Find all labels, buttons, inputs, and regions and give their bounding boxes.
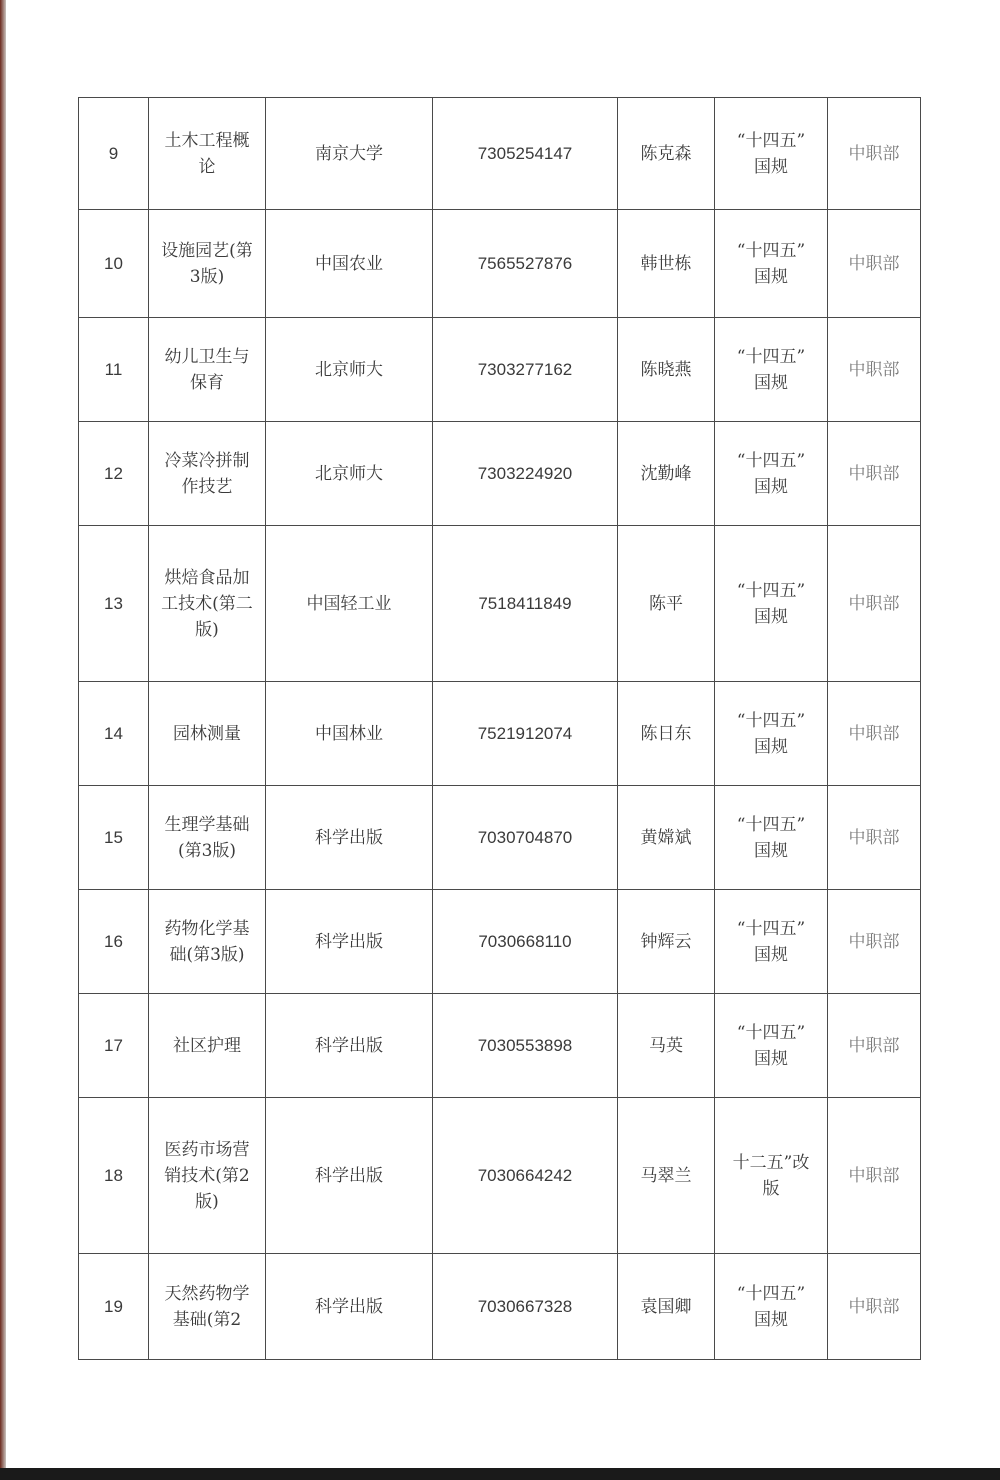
textbook-title-cell — [149, 786, 266, 890]
textbook-title-line: 药物化学基 — [164, 918, 250, 939]
textbook-title-line: 土木工程概 — [164, 130, 250, 151]
textbook-title-line: 3版) — [189, 266, 225, 287]
category-cell — [715, 210, 828, 318]
isbn-cell: 7030704870 — [433, 786, 618, 890]
category-cell — [715, 1098, 828, 1254]
category-line: 国规 — [754, 944, 788, 965]
table-row — [79, 682, 921, 786]
category-line: 国规 — [754, 840, 788, 861]
row-number: 10 — [79, 210, 149, 318]
page-edge-shadow — [0, 0, 6, 1468]
textbook-title-line: 版) — [195, 619, 219, 640]
category-line: “十四五” — [736, 346, 806, 367]
category-cell — [715, 98, 828, 210]
category-line: “十四五” — [736, 1283, 806, 1304]
author-cell: 马翠兰 — [618, 1098, 715, 1254]
textbook-title-line: 基础(第2 — [172, 1309, 242, 1330]
category-line: 十二五”改 — [732, 1152, 810, 1173]
department-cell: 中职部 — [828, 318, 921, 422]
category-line: 版 — [762, 1178, 780, 1199]
textbook-title-line: 天然药物学 — [164, 1283, 250, 1304]
category-cell — [715, 1254, 828, 1360]
textbook-table — [78, 97, 921, 1360]
table-row — [79, 994, 921, 1098]
category-line: “十四五” — [736, 1022, 806, 1043]
author-cell: 陈晓燕 — [618, 318, 715, 422]
row-number: 9 — [79, 98, 149, 210]
department-cell: 中职部 — [828, 786, 921, 890]
department-cell: 中职部 — [828, 98, 921, 210]
isbn-cell: 7565527876 — [433, 210, 618, 318]
textbook-title-cell — [149, 890, 266, 994]
department-cell: 中职部 — [828, 994, 921, 1098]
department-cell: 中职部 — [828, 210, 921, 318]
textbook-title-line: 保育 — [190, 372, 224, 393]
category-line: “十四五” — [736, 130, 806, 151]
isbn-cell: 7305254147 — [433, 98, 618, 210]
table-row — [79, 1098, 921, 1254]
textbook-title-cell — [149, 422, 266, 526]
textbook-title-line: (第3版) — [177, 840, 237, 861]
textbook-title-line: 销技术(第2 — [164, 1165, 250, 1186]
textbook-title-line: 础(第3版) — [169, 944, 245, 965]
table-row — [79, 786, 921, 890]
isbn-cell: 7030664242 — [433, 1098, 618, 1254]
textbook-title-cell — [149, 318, 266, 422]
author-cell: 黄嫦斌 — [618, 786, 715, 890]
publisher-cell: 科学出版 — [266, 994, 433, 1098]
table-body — [79, 98, 921, 1360]
row-number: 15 — [79, 786, 149, 890]
publisher-cell: 南京大学 — [266, 98, 433, 210]
table-row — [79, 210, 921, 318]
category-line: 国规 — [754, 736, 788, 757]
author-cell: 陈克森 — [618, 98, 715, 210]
scan-bottom-edge — [0, 1468, 1000, 1480]
author-cell: 陈日东 — [618, 682, 715, 786]
textbook-title-line: 冷菜冷拼制 — [164, 450, 250, 471]
publisher-cell: 中国林业 — [266, 682, 433, 786]
textbook-title-line: 园林测量 — [173, 723, 241, 744]
isbn-cell: 7030667328 — [433, 1254, 618, 1360]
category-line: “十四五” — [736, 450, 806, 471]
department-cell: 中职部 — [828, 526, 921, 682]
category-line: “十四五” — [736, 710, 806, 731]
row-number: 11 — [79, 318, 149, 422]
publisher-cell: 北京师大 — [266, 318, 433, 422]
publisher-cell: 科学出版 — [266, 1254, 433, 1360]
category-line: 国规 — [754, 1309, 788, 1330]
category-cell — [715, 786, 828, 890]
category-line: “十四五” — [736, 580, 806, 601]
category-line: “十四五” — [736, 814, 806, 835]
category-line: 国规 — [754, 606, 788, 627]
textbook-title-cell — [149, 98, 266, 210]
category-line: 国规 — [754, 476, 788, 497]
textbook-title-line: 生理学基础 — [164, 814, 250, 835]
category-cell — [715, 994, 828, 1098]
table-row — [79, 98, 921, 210]
textbook-title-line: 烘焙食品加 — [164, 567, 250, 588]
category-cell — [715, 682, 828, 786]
category-line: 国规 — [754, 156, 788, 177]
textbook-title-line: 作技艺 — [181, 476, 233, 497]
category-line: 国规 — [754, 372, 788, 393]
row-number: 18 — [79, 1098, 149, 1254]
textbook-title-cell — [149, 682, 266, 786]
department-cell: 中职部 — [828, 1098, 921, 1254]
isbn-cell: 7030668110 — [433, 890, 618, 994]
author-cell: 沈勤峰 — [618, 422, 715, 526]
row-number: 13 — [79, 526, 149, 682]
author-cell: 马英 — [618, 994, 715, 1098]
textbook-title-line: 设施园艺(第 — [161, 240, 253, 261]
row-number: 17 — [79, 994, 149, 1098]
table-row — [79, 318, 921, 422]
textbook-title-cell — [149, 526, 266, 682]
category-line: “十四五” — [736, 918, 806, 939]
category-line: 国规 — [754, 266, 788, 287]
textbook-title-line: 幼儿卫生与 — [164, 346, 250, 367]
textbook-title-cell — [149, 210, 266, 318]
isbn-cell: 7518411849 — [433, 526, 618, 682]
isbn-cell: 7030553898 — [433, 994, 618, 1098]
department-cell: 中职部 — [828, 1254, 921, 1360]
textbook-title-cell — [149, 1098, 266, 1254]
category-line: 国规 — [754, 1048, 788, 1069]
isbn-cell: 7303224920 — [433, 422, 618, 526]
textbook-title-line: 论 — [198, 156, 216, 177]
author-cell: 韩世栋 — [618, 210, 715, 318]
category-cell — [715, 422, 828, 526]
row-number: 16 — [79, 890, 149, 994]
category-cell — [715, 890, 828, 994]
table-row — [79, 890, 921, 994]
table-row — [79, 1254, 921, 1360]
publisher-cell: 科学出版 — [266, 890, 433, 994]
category-line: “十四五” — [736, 240, 806, 261]
category-cell — [715, 318, 828, 422]
department-cell: 中职部 — [828, 890, 921, 994]
textbook-title-cell — [149, 994, 266, 1098]
department-cell: 中职部 — [828, 422, 921, 526]
textbook-title-cell — [149, 1254, 266, 1360]
row-number: 14 — [79, 682, 149, 786]
textbook-title-line: 版) — [195, 1191, 219, 1212]
publisher-cell: 科学出版 — [266, 1098, 433, 1254]
textbook-title-line: 医药市场营 — [164, 1139, 250, 1160]
publisher-cell: 科学出版 — [266, 786, 433, 890]
row-number: 12 — [79, 422, 149, 526]
publisher-cell: 中国轻工业 — [266, 526, 433, 682]
textbook-title-line: 社区护理 — [173, 1035, 241, 1056]
department-cell: 中职部 — [828, 682, 921, 786]
table-row — [79, 526, 921, 682]
isbn-cell: 7303277162 — [433, 318, 618, 422]
publisher-cell: 中国农业 — [266, 210, 433, 318]
category-cell — [715, 526, 828, 682]
author-cell: 钟辉云 — [618, 890, 715, 994]
author-cell: 袁国卿 — [618, 1254, 715, 1360]
table-row — [79, 422, 921, 526]
isbn-cell: 7521912074 — [433, 682, 618, 786]
author-cell: 陈平 — [618, 526, 715, 682]
row-number: 19 — [79, 1254, 149, 1360]
textbook-title-line: 工技术(第二 — [161, 593, 253, 614]
publisher-cell: 北京师大 — [266, 422, 433, 526]
